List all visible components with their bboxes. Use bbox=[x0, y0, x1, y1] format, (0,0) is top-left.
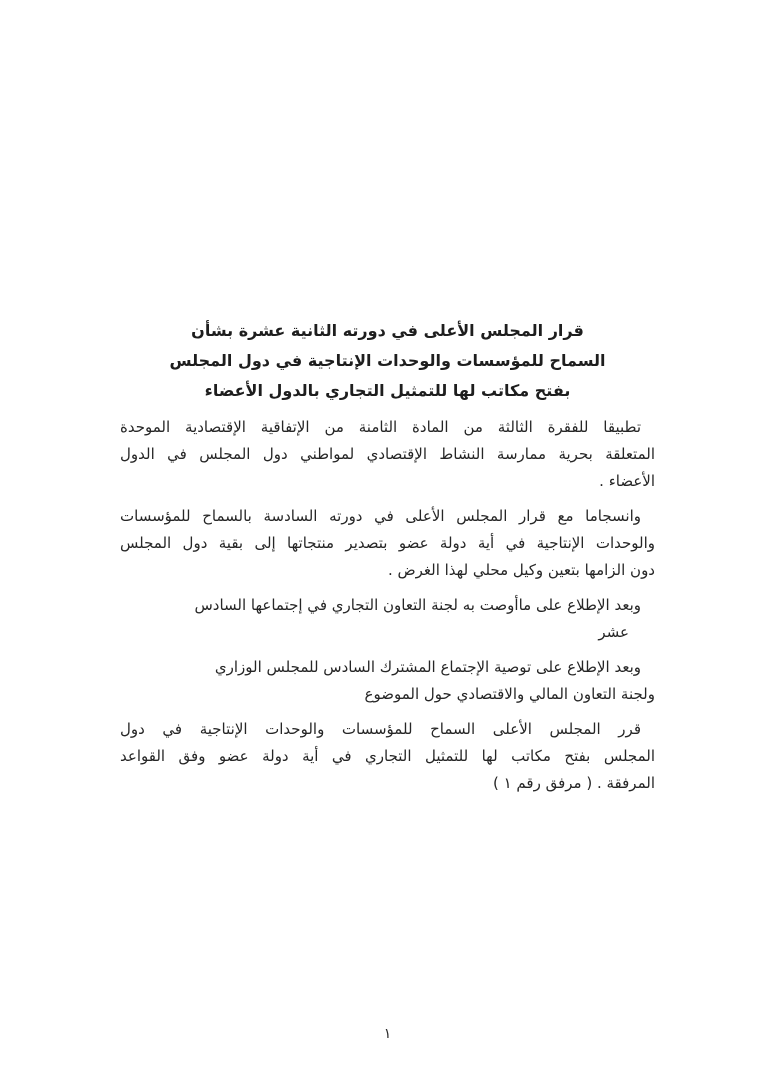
text-line: المتعلقة بحرية ممارسة النشاط الإقتصادي لمواطني دول المجلس في الدول bbox=[120, 445, 655, 463]
page-number: ١ bbox=[383, 1026, 392, 1042]
text-line: عشر bbox=[598, 623, 629, 641]
text-line: والوحدات الإنتاجية في أية دولة عضو بتصدير منتجاتها إلى بقية دول المجلس bbox=[120, 534, 655, 552]
title-line: السماح للمؤسسات والوحدات الإنتاجية في دول المجلس bbox=[169, 351, 606, 370]
text-line: وانسجاما مع قرار المجلس الأعلى في دورته السادسة بالسماح للمؤسسات bbox=[120, 507, 641, 525]
paragraph bbox=[120, 503, 655, 584]
text-line: الأعضاء . bbox=[599, 472, 655, 490]
title-line: قرار المجلس الأعلى في دورته الثانية عشرة بشأن bbox=[191, 321, 584, 340]
document-content bbox=[120, 316, 655, 797]
paragraph bbox=[120, 592, 655, 646]
decision-title bbox=[120, 316, 655, 406]
paragraph bbox=[120, 716, 655, 797]
title-line: بفتح مكاتب لها للتمثيل التجاري بالدول الأعضاء bbox=[204, 381, 571, 400]
text-line: قرر المجلس الأعلى السماح للمؤسسات والوحدات الإنتاجية في دول bbox=[120, 720, 641, 738]
text-line: تطبيقا للفقرة الثالثة من المادة الثامنة من الإتفاقية الإقتصادية الموحدة bbox=[120, 418, 641, 436]
text-line: المرفقة . ( مرفق رقم ١ ) bbox=[492, 774, 655, 792]
paragraph bbox=[120, 414, 655, 495]
paragraph bbox=[120, 654, 655, 708]
text-line: المجلس بفتح مكاتب لها للتمثيل التجاري في أية دولة عضو وفق القواعد bbox=[120, 747, 655, 765]
text-line: ولجنة التعاون المالي والاقتصادي حول الموضوع bbox=[364, 685, 655, 703]
text-line: وبعد الإطلاع على ماأوصت به لجنة التعاون التجاري في إجتماعها السادس bbox=[194, 596, 641, 614]
text-line: دون الزامها بتعين وكيل محلي لهذا الغرض . bbox=[387, 561, 655, 579]
text-line: وبعد الإطلاع على توصية الإجتماع المشترك السادس للمجلس الوزاري bbox=[214, 658, 641, 676]
